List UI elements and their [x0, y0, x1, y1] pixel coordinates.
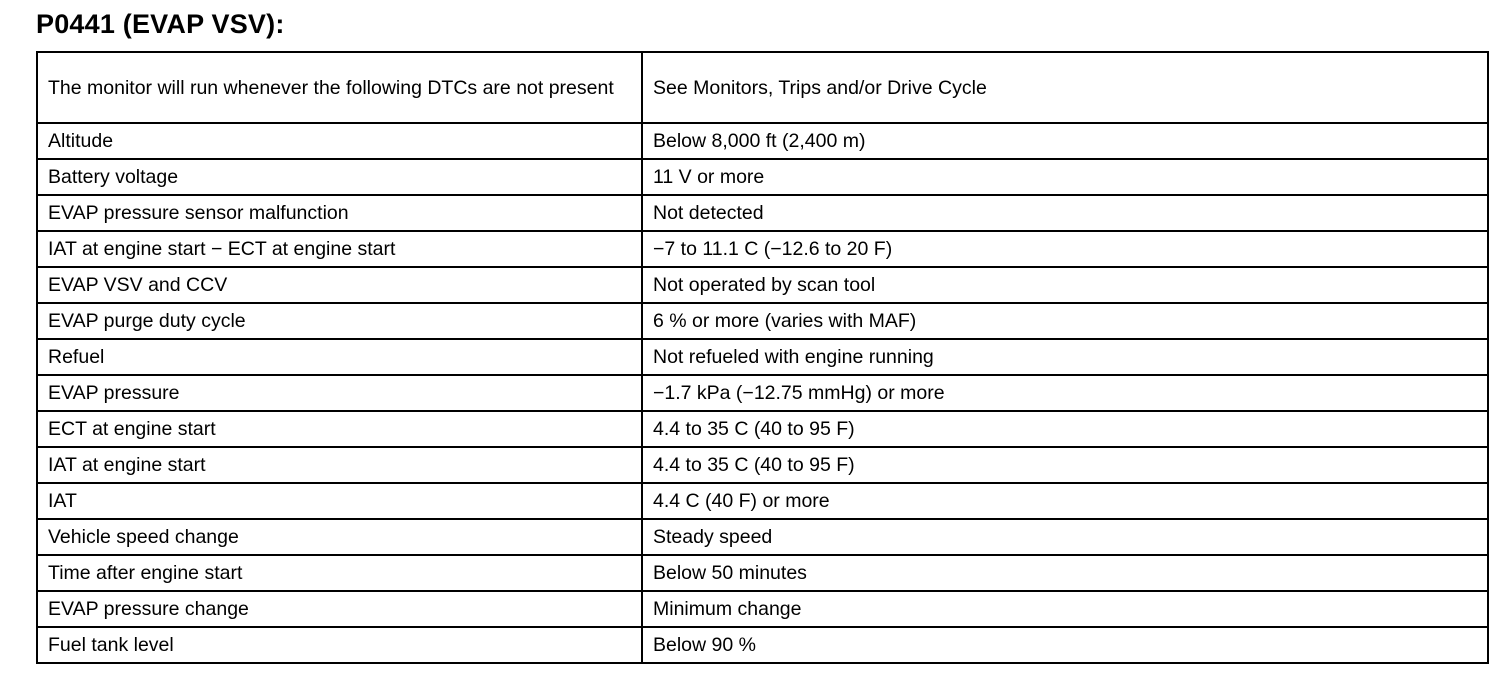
table-row — [37, 627, 1488, 663]
table-row — [37, 483, 1488, 519]
value-cell: 4.4 to 35 C (40 to 95 F) — [642, 411, 1488, 447]
value-cell: Below 90 % — [642, 627, 1488, 663]
condition-cell: EVAP VSV and CCV — [37, 267, 642, 303]
table-row — [37, 555, 1488, 591]
condition-cell: EVAP pressure change — [37, 591, 642, 627]
value-cell: Not detected — [642, 195, 1488, 231]
table-row — [37, 159, 1488, 195]
value-cell: See Monitors, Trips and/or Drive Cycle — [642, 52, 1488, 123]
table-row — [37, 267, 1488, 303]
table-row — [37, 195, 1488, 231]
page-title: P0441 (EVAP VSV): — [36, 9, 285, 39]
value-cell: Not operated by scan tool — [642, 267, 1488, 303]
value-cell: Below 50 minutes — [642, 555, 1488, 591]
value-cell: −7 to 11.1 C (−12.6 to 20 F) — [642, 231, 1488, 267]
table-row — [37, 519, 1488, 555]
condition-cell: Time after engine start — [37, 555, 642, 591]
condition-cell: EVAP purge duty cycle — [37, 303, 642, 339]
value-cell: −1.7 kPa (−12.75 mmHg) or more — [642, 375, 1488, 411]
value-cell: Minimum change — [642, 591, 1488, 627]
condition-cell: The monitor will run whenever the following DTCs are not present — [37, 52, 642, 123]
value-cell: 4.4 C (40 F) or more — [642, 483, 1488, 519]
table-row — [37, 231, 1488, 267]
value-cell: 6 % or more (varies with MAF) — [642, 303, 1488, 339]
conditions-table — [36, 51, 1489, 664]
value-cell: 4.4 to 35 C (40 to 95 F) — [642, 447, 1488, 483]
condition-cell: Altitude — [37, 123, 642, 159]
condition-cell: IAT at engine start — [37, 447, 642, 483]
condition-cell: Refuel — [37, 339, 642, 375]
condition-cell: IAT at engine start − ECT at engine start — [37, 231, 642, 267]
table-row — [37, 123, 1488, 159]
value-cell: Below 8,000 ft (2,400 m) — [642, 123, 1488, 159]
value-cell: Not refueled with engine running — [642, 339, 1488, 375]
condition-cell: Fuel tank level — [37, 627, 642, 663]
table-row — [37, 52, 1488, 123]
value-cell: Steady speed — [642, 519, 1488, 555]
condition-cell: Vehicle speed change — [37, 519, 642, 555]
value-cell: 11 V or more — [642, 159, 1488, 195]
condition-cell: EVAP pressure sensor malfunction — [37, 195, 642, 231]
condition-cell: EVAP pressure — [37, 375, 642, 411]
table-row — [37, 411, 1488, 447]
condition-cell: ECT at engine start — [37, 411, 642, 447]
table-row — [37, 447, 1488, 483]
condition-cell: Battery voltage — [37, 159, 642, 195]
table-row — [37, 591, 1488, 627]
table-row — [37, 375, 1488, 411]
table-row — [37, 339, 1488, 375]
condition-cell: IAT — [37, 483, 642, 519]
table-row — [37, 303, 1488, 339]
